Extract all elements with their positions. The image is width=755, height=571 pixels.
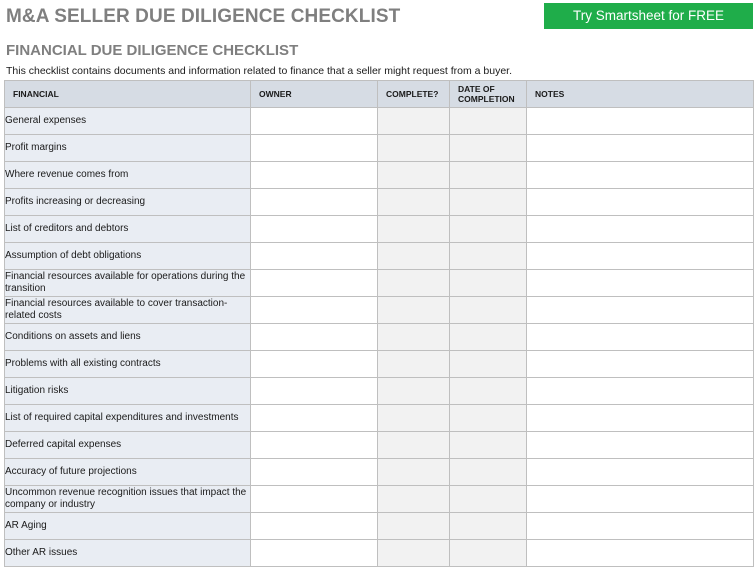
checklist-item-label: Litigation risks [5,378,251,405]
checklist-item-label: Where revenue comes from [5,162,251,189]
owner-cell[interactable] [251,540,378,567]
column-header-date-of-completion: DATE OF COMPLETION [450,81,527,108]
notes-cell[interactable] [527,432,754,459]
checklist-body [5,108,754,567]
date-of-completion-cell[interactable] [450,378,527,405]
date-of-completion-cell[interactable] [450,135,527,162]
table-row [5,351,754,378]
date-of-completion-cell[interactable] [450,162,527,189]
checklist-item-label: Other AR issues [5,540,251,567]
table-row [5,324,754,351]
complete-cell[interactable] [378,405,450,432]
owner-cell[interactable] [251,378,378,405]
section-title: FINANCIAL DUE DILIGENCE CHECKLIST [6,42,299,59]
checklist-table [4,80,754,567]
notes-cell[interactable] [527,486,754,513]
checklist-item-label: List of required capital expenditures and investments [5,405,251,432]
date-of-completion-cell[interactable] [450,459,527,486]
owner-cell[interactable] [251,351,378,378]
table-row [5,216,754,243]
complete-cell[interactable] [378,324,450,351]
notes-cell[interactable] [527,108,754,135]
notes-cell[interactable] [527,189,754,216]
checklist-item-label: Profits increasing or decreasing [5,189,251,216]
owner-cell[interactable] [251,108,378,135]
date-of-completion-cell[interactable] [450,189,527,216]
date-of-completion-cell[interactable] [450,513,527,540]
checklist-item-label: Conditions on assets and liens [5,324,251,351]
notes-cell[interactable] [527,405,754,432]
checklist-item-label: List of creditors and debtors [5,216,251,243]
date-of-completion-cell[interactable] [450,432,527,459]
table-row [5,513,754,540]
section-description: This checklist contains documents and information related to finance that a seller might request from a buyer. [6,65,513,77]
table-row [5,486,754,513]
table-row [5,108,754,135]
complete-cell[interactable] [378,351,450,378]
checklist-item-label: Profit margins [5,135,251,162]
checklist-item-label: AR Aging [5,513,251,540]
complete-cell[interactable] [378,378,450,405]
page-title: M&A SELLER DUE DILIGENCE CHECKLIST [6,6,401,27]
complete-cell[interactable] [378,135,450,162]
checklist-item-label: Assumption of debt obligations [5,243,251,270]
notes-cell[interactable] [527,513,754,540]
table-row [5,243,754,270]
date-of-completion-cell[interactable] [450,297,527,324]
column-header-owner: OWNER [251,81,378,108]
owner-cell[interactable] [251,162,378,189]
notes-cell[interactable] [527,135,754,162]
table-row [5,405,754,432]
complete-cell[interactable] [378,540,450,567]
notes-cell[interactable] [527,162,754,189]
owner-cell[interactable] [251,216,378,243]
table-row [5,270,754,297]
owner-cell[interactable] [251,405,378,432]
table-row [5,378,754,405]
notes-cell[interactable] [527,459,754,486]
table-row [5,189,754,216]
complete-cell[interactable] [378,270,450,297]
complete-cell[interactable] [378,297,450,324]
checklist-item-label: Problems with all existing contracts [5,351,251,378]
column-header-notes: NOTES [527,81,754,108]
owner-cell[interactable] [251,189,378,216]
column-header-complete: COMPLETE? [378,81,450,108]
notes-cell[interactable] [527,216,754,243]
table-header-row [5,81,754,108]
date-of-completion-cell[interactable] [450,486,527,513]
date-of-completion-cell[interactable] [450,540,527,567]
notes-cell[interactable] [527,270,754,297]
notes-cell[interactable] [527,297,754,324]
checklist-item-label: Uncommon revenue recognition issues that impact the company or industry [5,486,251,513]
table-row [5,432,754,459]
column-header-financial: FINANCIAL [5,81,251,108]
owner-cell[interactable] [251,270,378,297]
date-of-completion-cell[interactable] [450,108,527,135]
complete-cell[interactable] [378,108,450,135]
checklist-item-label: General expenses [5,108,251,135]
complete-cell[interactable] [378,432,450,459]
owner-cell[interactable] [251,324,378,351]
owner-cell[interactable] [251,135,378,162]
notes-cell[interactable] [527,324,754,351]
date-of-completion-cell[interactable] [450,216,527,243]
complete-cell[interactable] [378,486,450,513]
notes-cell[interactable] [527,243,754,270]
owner-cell[interactable] [251,243,378,270]
date-of-completion-cell[interactable] [450,351,527,378]
owner-cell[interactable] [251,432,378,459]
owner-cell[interactable] [251,486,378,513]
complete-cell[interactable] [378,216,450,243]
try-smartsheet-button[interactable]: Try Smartsheet for FREE [544,3,753,29]
date-of-completion-cell[interactable] [450,405,527,432]
table-row [5,162,754,189]
table-row [5,459,754,486]
table-row [5,540,754,567]
complete-cell[interactable] [378,243,450,270]
complete-cell[interactable] [378,189,450,216]
checklist-item-label: Financial resources available for operations during the transition [5,270,251,297]
date-of-completion-cell[interactable] [450,270,527,297]
owner-cell[interactable] [251,513,378,540]
date-of-completion-cell[interactable] [450,324,527,351]
table-row [5,135,754,162]
owner-cell[interactable] [251,459,378,486]
notes-cell[interactable] [527,378,754,405]
complete-cell[interactable] [378,459,450,486]
owner-cell[interactable] [251,297,378,324]
date-of-completion-cell[interactable] [450,243,527,270]
checklist-item-label: Financial resources available to cover transaction-related costs [5,297,251,324]
checklist-item-label: Accuracy of future projections [5,459,251,486]
notes-cell[interactable] [527,351,754,378]
complete-cell[interactable] [378,162,450,189]
notes-cell[interactable] [527,540,754,567]
complete-cell[interactable] [378,513,450,540]
table-row [5,297,754,324]
checklist-item-label: Deferred capital expenses [5,432,251,459]
